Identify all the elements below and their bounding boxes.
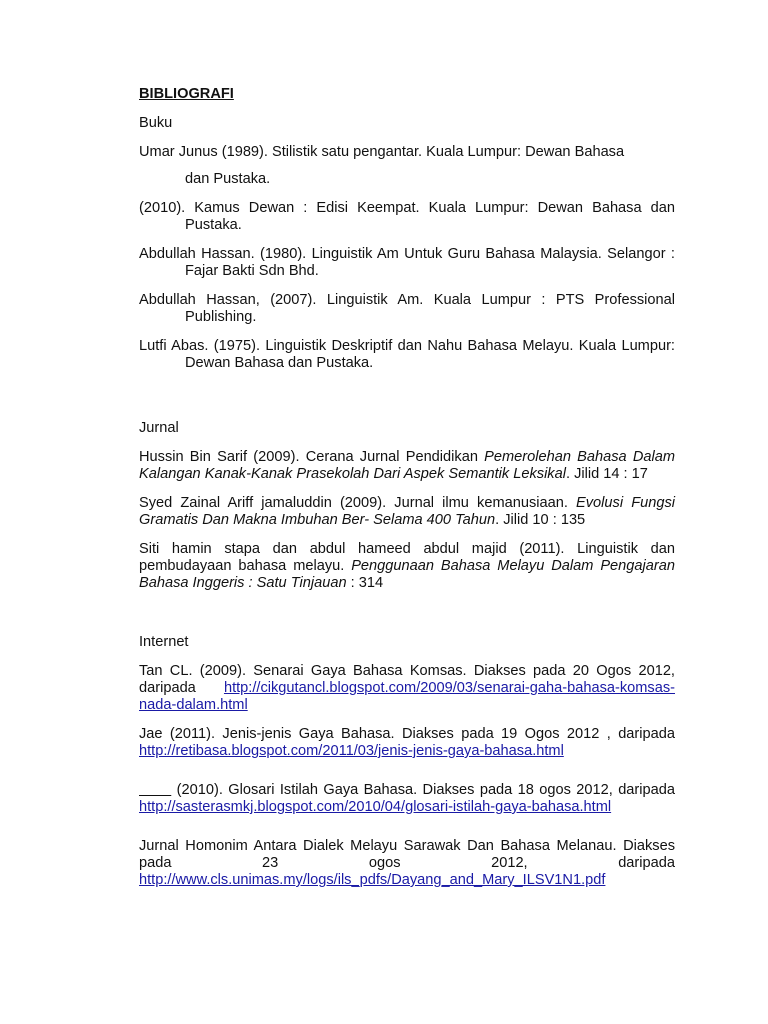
section-label-buku: Buku [139, 115, 173, 131]
section-spacer [139, 384, 675, 420]
author-blank-line [139, 782, 171, 798]
bibliography-entry [139, 541, 675, 592]
bibliography-entry [139, 663, 675, 714]
bibliography [139, 86, 675, 901]
bibliography-entry: Abdullah Hassan. (1980). Linguistik Am Untuk Guru Bahasa Malaysia. Selangor : Fajar Bakti Sdn Bhd. [139, 246, 675, 279]
entry-title-italic: Penggunaan Bahasa Melayu Dalam Pengajaran Bahasa Inggeris : Satu Tinjauan [139, 558, 675, 591]
reference-link[interactable]: http://retibasa.blogspot.com/2011/03/jenis-jenis-gaya-bahasa.html [139, 743, 564, 759]
bibliography-entry [139, 838, 675, 889]
entry-title-italic: Evolusi Fungsi Gramatis Dan Makna Imbuhan Ber- Selama 400 Tahun [139, 495, 675, 528]
bibliography-entry [139, 449, 675, 483]
bibliography-entry [139, 495, 675, 529]
entry-text: (2010). Glosari Istilah Gaya Bahasa. Diakses pada 18 ogos 2012, daripada [171, 782, 675, 798]
section-label-internet: Internet [139, 634, 189, 650]
entry-text-suffix: . Jilid 14 : 17 [565, 466, 648, 482]
entry-text: Umar Junus (1989). Stilistik satu pengantar. Kuala Lumpur: Dewan Bahasa [139, 144, 625, 160]
reference-link[interactable]: http://www.cls.unimas.my/logs/ils_pdfs/Dayang_and_Mary_ILSV1N1.pdf [139, 872, 606, 888]
entry-text: Hussin Bin Sarif (2009). Cerana Jurnal Pendidikan [139, 449, 485, 465]
bibliography-entry: Abdullah Hassan, (2007). Linguistik Am. Kuala Lumpur : PTS Professional Publishing. [139, 292, 675, 325]
bibliography-entry [139, 782, 675, 816]
entry-title-italic: Pemerolehan Bahasa Dalam Kalangan Kanak-Kanak Prasekolah Dari Aspek Semantik Leksikal [139, 449, 676, 482]
entry-text: Jurnal Homonim Antara Dialek Melayu Sarawak Dan Bahasa Melanau. Diakses pada 23 ogos 2012, daripada [139, 838, 675, 871]
section-spacer [139, 604, 675, 634]
entry-text-suffix: : 314 [346, 575, 384, 591]
entry-text: Syed Zainal Ariff jamaluddin (2009). Jurnal ilmu kemanusiaan. [139, 495, 577, 511]
entry-text-continued: dan Pustaka. [185, 171, 271, 187]
reference-link[interactable]: http://cikgutancl.blogspot.com/2009/03/senarai-gaha-bahasa-komsas-nada-dalam.html [139, 680, 675, 713]
bibliography-entry [139, 726, 675, 760]
entry-text-suffix: . Jilid 10 : 135 [495, 512, 586, 528]
entry-text: Tan CL. (2009). Senarai Gaya Bahasa Komsas. Diakses pada 20 Ogos 2012, daripada [139, 663, 675, 696]
reference-link[interactable]: http://sasterasmkj.blogspot.com/2010/04/glosari-istilah-gaya-bahasa.html [139, 799, 612, 815]
entry-text: Jae (2011). Jenis-jenis Gaya Bahasa. Diakses pada 19 Ogos 2012 , daripada [139, 726, 675, 742]
bibliography-entry: Lutfi Abas. (1975). Linguistik Deskriptif dan Nahu Bahasa Melayu. Kuala Lumpur: Dewan Bahasa dan Pustaka. [139, 338, 675, 371]
entry-text: Siti hamin stapa dan abdul hameed abdul majid (2011). Linguistik dan pembudayaan bahasa melayu. [139, 541, 675, 574]
section-label-jurnal: Jurnal [139, 420, 179, 436]
bibliography-entry [139, 144, 675, 188]
page-title: BIBLIOGRAFI [139, 86, 234, 102]
bibliography-entry: (2010). Kamus Dewan : Edisi Keempat. Kuala Lumpur: Dewan Bahasa dan Pustaka. [139, 200, 675, 233]
